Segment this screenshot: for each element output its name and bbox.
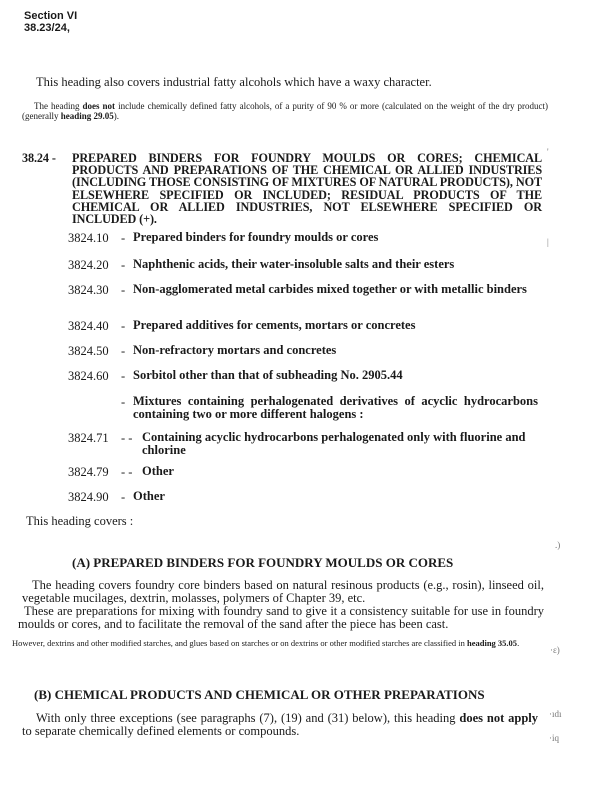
margin-mark: ·ɛ) (550, 645, 560, 655)
subheading-code: 3824.90 (68, 490, 109, 504)
subheading-text: Non-agglomerated metal carbides mixed together or with metallic binders (133, 282, 527, 296)
section-a-paragraph-2: These are preparations for mixing with foundry sand to give it a consistency suitable for use in foundry moulds or cores, and to facilitate the removal of the sand after the piece has been cast. (18, 604, 544, 631)
subheading-dash: - (121, 369, 126, 383)
section-b-title: (B) CHEMICAL PRODUCTS AND CHEMICAL OR OTHER PREPARATIONS (34, 687, 485, 702)
subheading-dash: - - (121, 465, 133, 479)
subheading-code: 3824.30 (68, 283, 109, 297)
margin-mark: ·iq (549, 733, 559, 743)
subheading-dash: - (121, 395, 126, 409)
margin-mark: .) (555, 540, 561, 550)
subheading-code: 3824.79 (68, 465, 109, 479)
subheading-code: 3824.50 (68, 344, 109, 358)
subheading-text: Other (142, 464, 174, 478)
covers-intro: This heading covers : (26, 514, 134, 528)
subheading-dash: - (121, 283, 126, 297)
subheading-dash: - - (121, 431, 133, 445)
margin-mark: | (547, 237, 549, 247)
subheading-text: Containing acyclic hydrocarbons perhalogenated only with fluorine and chlorine (142, 430, 526, 457)
margin-mark: ' (547, 147, 549, 157)
section-label: Section VI (24, 10, 78, 22)
subheading-dash: - (121, 258, 126, 272)
heading-title: PREPARED BINDERS FOR FOUNDRY MOULDS OR CORES; CHEMICAL PRODUCTS AND PREPARATIONS OF THE CHEMICAL OR ALLIED INDUSTRIES (INCLUDING THOSE CONSISTING OF MIXTURES OF NATURAL PRODUCTS), NOT ELSEWHERE SPECIFIED OR INCLUDED; RESIDUAL PRODUCTS OF THE CHEMICAL OR ALLIED INDUSTRIES, NOT ELSEWHERE SPECIFIED OR INCLUDED (+). (72, 151, 542, 227)
section-b-paragraph: With only three exceptions (see paragraphs (7), (19) and (31) below), this heading does not apply to separate chemically defined elements or compounds. (22, 711, 539, 738)
subheading-dash: - (121, 344, 126, 358)
intro-waxy-paragraph: This heading also covers industrial fatty alcohols which have a waxy character. (36, 75, 432, 89)
section-a-paragraph-1: The heading covers foundry core binders based on natural resinous products (e.g., rosin), linseed oil, vegetable mucilages, dextrin, molasses, polymers of Chapter 39, etc. (22, 578, 544, 605)
subheading-code: 3824.20 (68, 258, 109, 272)
subheading-text: Naphthenic acids, their water-insoluble salts and their esters (133, 257, 455, 271)
subheading-text: Prepared additives for cements, mortars or concretes (133, 318, 416, 332)
subheading-text: Non-refractory mortars and concretes (133, 343, 337, 357)
subheading-text: Mixtures containing perhalogenated derivatives of acyclic hydrocarbons containing two or more different halogens : (133, 394, 538, 421)
heading-number: 38.24 - (22, 151, 56, 165)
subheading-code: 3824.71 (68, 431, 109, 445)
heading-range: 38.23/24, (24, 22, 70, 34)
intro-exclusion-note: The heading does not include chemically defined fatty alcohols, of a purity of 90 % or more (calculated on the weight of the dry product) (generally heading 29.05). (22, 101, 548, 121)
margin-mark: ·ıdı (549, 709, 562, 719)
subheading-dash: - (121, 319, 126, 333)
subheading-dash: - (121, 231, 126, 245)
subheading-text: Other (133, 489, 165, 503)
subheading-code: 3824.10 (68, 231, 109, 245)
subheading-text: Sorbitol other than that of subheading No. 2905.44 (133, 368, 403, 382)
section-a-title: (A) PREPARED BINDERS FOR FOUNDRY MOULDS OR CORES (72, 555, 454, 570)
subheading-text: Prepared binders for foundry moulds or cores (133, 230, 379, 244)
section-a-note: However, dextrins and other modified starches, and glues based on starches or on dextrins or other modified starches are classified in heading 35.05. (12, 638, 520, 648)
subheading-dash: - (121, 490, 126, 504)
subheading-code: 3824.60 (68, 369, 109, 383)
subheading-code: 3824.40 (68, 319, 109, 333)
